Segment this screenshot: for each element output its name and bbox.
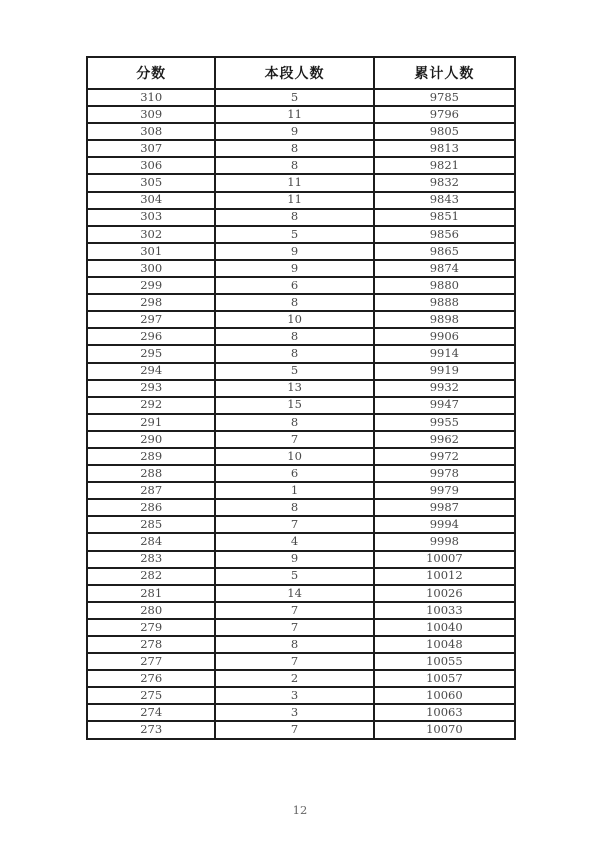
table-cell: 8: [215, 499, 373, 516]
table-cell: 288: [87, 465, 215, 482]
table-cell: 10048: [374, 636, 515, 653]
table-cell: 297: [87, 311, 215, 328]
table-cell: 302: [87, 226, 215, 243]
table-cell: 9987: [374, 499, 515, 516]
table-cell: 8: [215, 636, 373, 653]
table-cell: 7: [215, 619, 373, 636]
table-row: [87, 448, 515, 465]
table-cell: 289: [87, 448, 215, 465]
table-cell: 277: [87, 653, 215, 670]
table-cell: 9932: [374, 380, 515, 397]
table-cell: 298: [87, 294, 215, 311]
table-cell: 287: [87, 482, 215, 499]
col-header-cumulative-count: 累计人数: [374, 57, 515, 89]
table-row: [87, 653, 515, 670]
table-cell: 305: [87, 174, 215, 191]
table-row: [87, 568, 515, 585]
table-cell: 9972: [374, 448, 515, 465]
table-cell: 10012: [374, 568, 515, 585]
table-cell: 7: [215, 516, 373, 533]
table-cell: 9947: [374, 397, 515, 414]
table-row: [87, 277, 515, 294]
table-cell: 9978: [374, 465, 515, 482]
table-cell: 295: [87, 345, 215, 362]
table-row: [87, 414, 515, 431]
table-cell: 280: [87, 602, 215, 619]
table-cell: 5: [215, 89, 373, 106]
table-row: [87, 140, 515, 157]
table-cell: 7: [215, 653, 373, 670]
table-cell: 282: [87, 568, 215, 585]
table-body: [87, 89, 515, 739]
table-cell: 5: [215, 226, 373, 243]
table-cell: 5: [215, 568, 373, 585]
table-cell: 291: [87, 414, 215, 431]
table-cell: 9851: [374, 209, 515, 226]
table-cell: 10060: [374, 687, 515, 704]
table-cell: 9874: [374, 260, 515, 277]
col-header-score: 分数: [87, 57, 215, 89]
table-cell: 13: [215, 380, 373, 397]
table-cell: 284: [87, 533, 215, 550]
table-cell: 281: [87, 585, 215, 602]
table-cell: 8: [215, 294, 373, 311]
table-row: [87, 704, 515, 721]
table-cell: 3: [215, 687, 373, 704]
table-row: [87, 380, 515, 397]
table-cell: 8: [215, 209, 373, 226]
table-row: [87, 123, 515, 140]
table-cell: 8: [215, 414, 373, 431]
table-cell: 286: [87, 499, 215, 516]
table-cell: 303: [87, 209, 215, 226]
table-cell: 308: [87, 123, 215, 140]
table-cell: 9962: [374, 431, 515, 448]
table-row: [87, 209, 515, 226]
table-cell: 293: [87, 380, 215, 397]
table-cell: 9: [215, 260, 373, 277]
table-cell: 10055: [374, 653, 515, 670]
table-row: [87, 670, 515, 687]
table-cell: 9821: [374, 157, 515, 174]
table-cell: 9856: [374, 226, 515, 243]
table-cell: 2: [215, 670, 373, 687]
table-cell: 7: [215, 721, 373, 738]
table-cell: 296: [87, 328, 215, 345]
table-cell: 279: [87, 619, 215, 636]
table-cell: 8: [215, 328, 373, 345]
table-row: [87, 499, 515, 516]
table-row: [87, 260, 515, 277]
table-cell: 9898: [374, 311, 515, 328]
page-number: 12: [292, 803, 308, 817]
table-cell: 294: [87, 363, 215, 380]
table-cell: 10: [215, 311, 373, 328]
table-cell: 5: [215, 363, 373, 380]
table-row: [87, 585, 515, 602]
table-cell: 10040: [374, 619, 515, 636]
table-cell: 11: [215, 174, 373, 191]
table-row: [87, 345, 515, 362]
table-row: [87, 192, 515, 209]
table-cell: 304: [87, 192, 215, 209]
table-cell: 7: [215, 431, 373, 448]
table-row: [87, 533, 515, 550]
table-cell: 300: [87, 260, 215, 277]
table-cell: 9: [215, 243, 373, 260]
table-cell: 310: [87, 89, 215, 106]
table-cell: 9805: [374, 123, 515, 140]
table-cell: 10007: [374, 551, 515, 568]
table-cell: 278: [87, 636, 215, 653]
table-row: [87, 602, 515, 619]
table-row: [87, 89, 515, 106]
table-cell: 9832: [374, 174, 515, 191]
table-cell: 306: [87, 157, 215, 174]
table-row: [87, 106, 515, 123]
table-row: [87, 294, 515, 311]
table-cell: 9955: [374, 414, 515, 431]
table-cell: 9865: [374, 243, 515, 260]
table-cell: 10033: [374, 602, 515, 619]
table-cell: 274: [87, 704, 215, 721]
table-cell: 14: [215, 585, 373, 602]
table-row: [87, 363, 515, 380]
table-cell: 9796: [374, 106, 515, 123]
table-row: [87, 619, 515, 636]
table-cell: 299: [87, 277, 215, 294]
table-cell: 276: [87, 670, 215, 687]
table-cell: 309: [87, 106, 215, 123]
table-cell: 1: [215, 482, 373, 499]
table-row: [87, 397, 515, 414]
table-cell: 9: [215, 123, 373, 140]
table-cell: 10070: [374, 721, 515, 738]
table-cell: 275: [87, 687, 215, 704]
table-cell: 6: [215, 465, 373, 482]
table-cell: 9: [215, 551, 373, 568]
table-cell: 9906: [374, 328, 515, 345]
table-row: [87, 551, 515, 568]
table-row: [87, 226, 515, 243]
table-cell: 8: [215, 140, 373, 157]
table-cell: 273: [87, 721, 215, 738]
table-row: [87, 482, 515, 499]
table-cell: 307: [87, 140, 215, 157]
table-cell: 290: [87, 431, 215, 448]
table-cell: 283: [87, 551, 215, 568]
table-row: [87, 157, 515, 174]
table-row: [87, 431, 515, 448]
table-cell: 10: [215, 448, 373, 465]
table-cell: 4: [215, 533, 373, 550]
table-cell: 301: [87, 243, 215, 260]
table-cell: 9888: [374, 294, 515, 311]
table-cell: 9914: [374, 345, 515, 362]
table-row: [87, 311, 515, 328]
table-cell: 9880: [374, 277, 515, 294]
table-cell: 10057: [374, 670, 515, 687]
table-row: [87, 636, 515, 653]
table-cell: 9994: [374, 516, 515, 533]
table-cell: 9813: [374, 140, 515, 157]
table-row: [87, 687, 515, 704]
table-cell: 285: [87, 516, 215, 533]
table-row: [87, 465, 515, 482]
table-cell: 9998: [374, 533, 515, 550]
table-row: [87, 328, 515, 345]
table-cell: 292: [87, 397, 215, 414]
table-cell: 8: [215, 345, 373, 362]
table-cell: 9979: [374, 482, 515, 499]
table-cell: 7: [215, 602, 373, 619]
table-cell: 11: [215, 192, 373, 209]
table-cell: 6: [215, 277, 373, 294]
table-cell: 10026: [374, 585, 515, 602]
col-header-segment-count: 本段人数: [215, 57, 373, 89]
table-row: [87, 174, 515, 191]
table-row: [87, 243, 515, 260]
table-cell: 15: [215, 397, 373, 414]
table-cell: 9919: [374, 363, 515, 380]
table-row: [87, 721, 515, 738]
table-cell: 3: [215, 704, 373, 721]
table-row: [87, 516, 515, 533]
table-cell: 11: [215, 106, 373, 123]
table-header-row: [87, 57, 515, 89]
table-cell: 8: [215, 157, 373, 174]
table-cell: 9843: [374, 192, 515, 209]
table-cell: 9785: [374, 89, 515, 106]
score-distribution-table: [86, 56, 516, 740]
table-cell: 10063: [374, 704, 515, 721]
